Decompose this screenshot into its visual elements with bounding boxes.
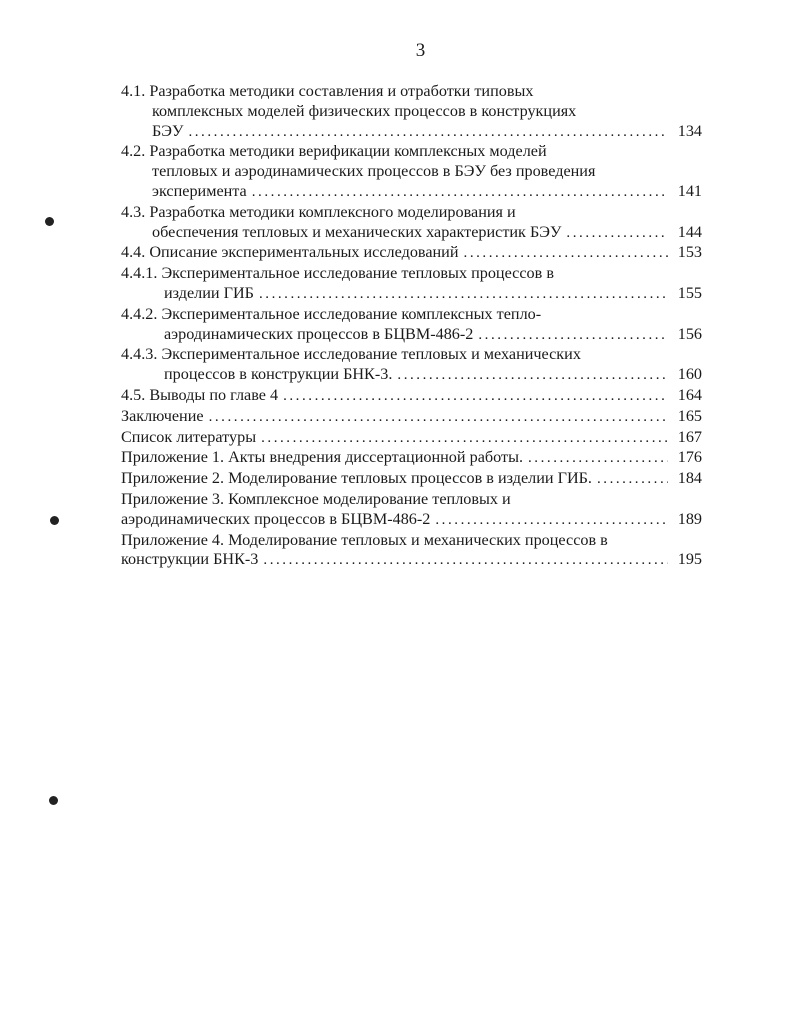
toc-entry-title: 4.4.1. Экспериментальное исследование тепловых процессов в: [121, 264, 554, 283]
toc-page-number: 155: [677, 283, 702, 302]
toc-entry-title: 4.2. Разработка методики верификации комплексных моделей: [121, 142, 547, 161]
toc-entry-4-5[interactable]: [121, 386, 702, 407]
dot-leader: [263, 551, 668, 571]
toc-entry-title: комплексных моделей физических процессов в конструкциях: [152, 101, 577, 120]
toc-entry-4-1[interactable]: [121, 82, 702, 142]
toc-entry-title: 4.1. Разработка методики составления и отработки типовых: [121, 82, 534, 100]
toc-entry-title: Приложение 4. Моделирование тепловых и механических процессов в: [121, 530, 608, 549]
table-of-contents: [121, 82, 702, 571]
toc-entry-4-4-1[interactable]: [121, 264, 702, 305]
toc-page-number: 160: [677, 365, 702, 384]
toc-entry-title: Список литературы: [121, 427, 257, 446]
punch-hole-mark: [45, 217, 54, 226]
punch-hole-mark: [50, 516, 59, 525]
toc-entry-title: Приложение 2. Моделирование тепловых процессов в изделии ГИБ.: [121, 469, 592, 488]
dot-leader: [259, 285, 668, 305]
toc-entry-4-4[interactable]: [121, 243, 702, 264]
toc-entry-references[interactable]: [121, 428, 702, 449]
toc-entry-4-2[interactable]: [121, 142, 702, 202]
toc-page-number: 153: [677, 243, 702, 262]
toc-entry-conclusion[interactable]: [121, 407, 702, 428]
dot-leader: [528, 449, 668, 469]
toc-page-number: 189: [677, 509, 702, 528]
toc-page-number: 176: [677, 448, 702, 467]
toc-entry-title: эксперимента: [152, 181, 247, 200]
toc-page-number: 144: [677, 222, 702, 241]
toc-entry-title: аэродинамических процессов в БЦВМ-486-2: [121, 509, 431, 528]
toc-entry-title: тепловых и аэродинамических процессов в БЭУ без проведения: [152, 162, 596, 181]
toc-entry-title: БЭУ: [152, 121, 184, 140]
toc-page-number: 184: [677, 469, 702, 488]
toc-page-number: 165: [677, 406, 702, 425]
page-number: 3: [415, 40, 426, 61]
dot-leader: [252, 183, 668, 203]
toc-entry-4-3[interactable]: [121, 203, 702, 244]
toc-page-number: 156: [677, 324, 702, 343]
toc-entry-4-4-2[interactable]: [121, 305, 702, 346]
toc-page-number: 164: [677, 385, 702, 404]
toc-entry-title: обеспечения тепловых и механических характеристик БЭУ: [152, 222, 562, 241]
toc-entry-title: 4.5. Выводы по главе 4: [121, 385, 279, 404]
toc-entry-appendix-2[interactable]: [121, 469, 702, 490]
dot-leader: [397, 366, 668, 386]
dot-leader: [188, 123, 668, 143]
toc-page-number: 141: [677, 181, 702, 200]
toc-entry-title: конструкции БНК-3: [121, 550, 259, 569]
toc-page-number: 167: [677, 427, 702, 446]
toc-entry-title: процессов в конструкции БНК-3.: [164, 365, 393, 384]
toc-entry-title: Приложение 1. Акты внедрения диссертационной работы.: [121, 448, 523, 467]
toc-entry-title: 4.4.2. Экспериментальное исследование комплексных тепло-: [121, 304, 542, 323]
toc-entry-title: 4.4. Описание экспериментальных исследований: [121, 243, 459, 262]
toc-entry-title: изделии ГИБ: [164, 283, 254, 302]
dot-leader: [464, 244, 668, 264]
punch-hole-mark: [49, 796, 58, 805]
dot-leader: [283, 387, 668, 407]
toc-entry-title: аэродинамических процессов в БЦВМ-486-2: [164, 324, 474, 343]
toc-entry-4-4-3[interactable]: [121, 345, 702, 386]
toc-entry-title: 4.3. Разработка методики комплексного моделирования и: [121, 202, 516, 221]
toc-entry-appendix-4[interactable]: [121, 531, 702, 572]
dot-leader: [597, 470, 668, 490]
dot-leader: [478, 326, 668, 346]
dot-leader: [261, 429, 668, 449]
dot-leader: [435, 511, 668, 531]
dot-leader: [209, 408, 668, 428]
dot-leader: [566, 224, 668, 244]
toc-entry-appendix-1[interactable]: [121, 448, 702, 469]
toc-entry-appendix-3[interactable]: [121, 490, 702, 531]
toc-page-number: 195: [677, 550, 702, 569]
toc-entry-title: 4.4.3. Экспериментальное исследование тепловых и механических: [121, 345, 581, 364]
toc-entry-title: Приложение 3. Комплексное моделирование тепловых и: [121, 489, 511, 508]
toc-page-number: 134: [677, 121, 702, 140]
toc-entry-title: Заключение: [121, 406, 204, 425]
